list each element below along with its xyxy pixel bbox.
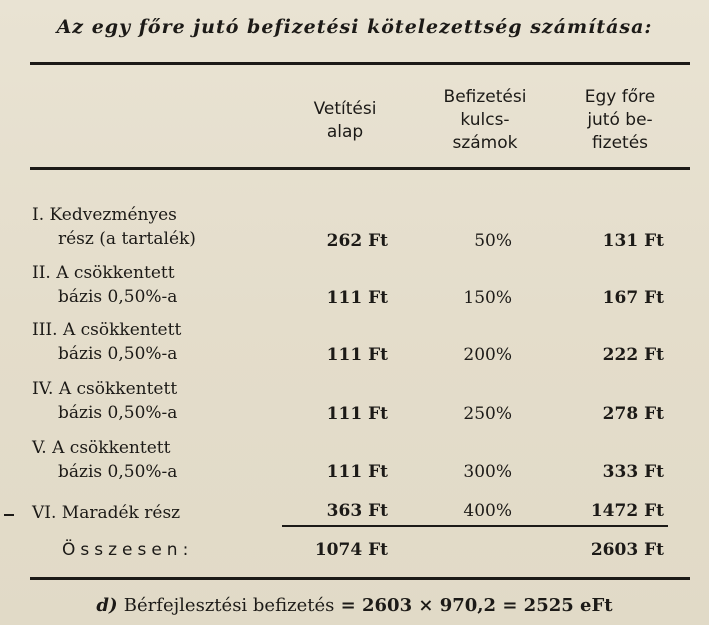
header-rule (30, 167, 690, 170)
footer-line (0, 595, 709, 616)
row-alap-value: 111 Ft (326, 288, 388, 308)
footer-formula: = 2603 × 970,2 = 2525 eFt (340, 595, 613, 616)
sum-rule (282, 525, 668, 527)
margin-dash-mark (4, 514, 14, 516)
row-label-line1: V. A csökkentett (32, 438, 171, 458)
row-label-line1: II. A csökkentett (32, 263, 175, 283)
footer-prefix: d) (96, 595, 118, 616)
row-label-line1: VI. Maradék rész (32, 503, 181, 523)
row-label (32, 501, 180, 525)
row-alap-value: 111 Ft (326, 404, 388, 424)
header-vetitesi-alap: Vetítési alap (313, 99, 377, 142)
row-label-line2: bázis 0,50%-a (58, 462, 178, 482)
row-label-line2: bázis 0,50%-a (58, 287, 178, 307)
row-kulcs-value: 50% (474, 231, 512, 251)
row-alap-value: 111 Ft (326, 462, 388, 482)
sum-egy-value: 2603 Ft (590, 540, 664, 560)
row-egy-value: 278 Ft (602, 404, 664, 424)
row-egy-value: 131 Ft (602, 231, 664, 251)
row-egy-value: 167 Ft (602, 288, 664, 308)
row-kulcs-value: 200% (463, 345, 512, 365)
footer-text: Bérfejlesztési befizetés (123, 595, 335, 616)
row-label (32, 377, 177, 425)
row-label-line1: I. Kedvezményes (32, 205, 177, 225)
top-rule (30, 62, 690, 65)
bottom-rule (30, 577, 690, 580)
row-kulcs-value: 300% (463, 462, 512, 482)
row-alap-value: 262 Ft (326, 231, 388, 251)
row-label-line2: bázis 0,50%-a (58, 344, 178, 364)
row-egy-value: 333 Ft (602, 462, 664, 482)
row-kulcs-value: 250% (463, 404, 512, 424)
row-label-line2: bázis 0,50%-a (58, 403, 178, 423)
header-befizetesi-kulcsszamok: Befizetési kulcs- számok (443, 87, 527, 153)
row-label (32, 203, 196, 251)
sum-label: Összesen: (62, 540, 194, 560)
row-label (32, 436, 177, 484)
row-egy-value: 1472 Ft (590, 501, 664, 521)
row-label-line1: IV. A csökkentett (32, 379, 178, 399)
row-label (32, 261, 177, 309)
row-label-line2: rész (a tartalék) (58, 229, 196, 249)
row-egy-value: 222 Ft (602, 345, 664, 365)
header-egy-fore-juto: Egy főre jutó be- fizetés (584, 87, 656, 153)
row-label-line1: III. A csökkentett (32, 320, 182, 340)
row-alap-value: 363 Ft (326, 501, 388, 521)
row-label (32, 318, 181, 366)
row-alap-value: 111 Ft (326, 345, 388, 365)
document-title: Az egy főre jutó befizetési kötelezettség számítása: (56, 16, 653, 38)
row-kulcs-value: 400% (463, 501, 512, 521)
row-kulcs-value: 150% (463, 288, 512, 308)
sum-alap-value: 1074 Ft (314, 540, 388, 560)
